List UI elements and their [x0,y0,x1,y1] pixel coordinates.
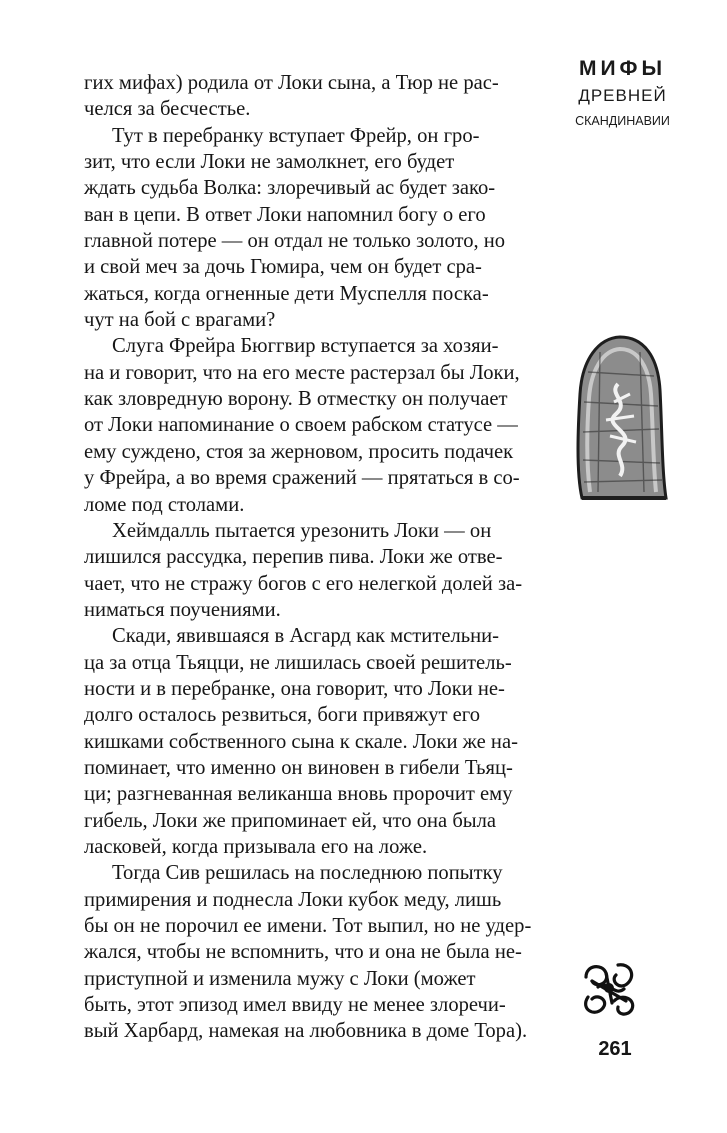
text-line: приступной и изменила мужу с Локи (может [84,967,476,990]
text-line: ван в цепи. В ответ Локи напомнил богу о его [84,203,486,226]
body-text [84,70,536,1045]
paragraph-2 [84,123,536,334]
text-line: ломе под столами. [84,493,245,516]
running-head-line3: СКАНДИНАВИИ [575,114,670,128]
text-line: Тут в перебранку вступает Фрейр, он гро- [112,124,480,147]
text-line: Хеймдалль пытается урезонить Локи — он [112,519,492,542]
text-line: долго осталось резвиться, боги привяжут его [84,704,481,727]
text-line: ности и в перебранке, она говорит, что Локи не- [84,677,505,700]
text-line: на и говорит, что на его месте растерзал бы Локи, [84,361,520,384]
text-line: Слуга Фрейра Бюггвир вступается за хозяи- [112,335,499,358]
text-line: жаться, когда огненные дети Муспелля поска- [84,282,489,305]
knotwork-ornament-icon [578,957,640,1019]
text-line: ца за отца Тьяцци, не лишилась своей решитель- [84,651,512,674]
text-line: от Локи напоминание о своем рабском статусе — [84,414,518,437]
paragraph-6 [84,860,536,1044]
text-line: вый Харбард, намекая на любовника в доме Тора). [84,1020,528,1043]
text-line: кишками собственного сына к скале. Локи же на- [84,730,518,753]
text-line: чут на бой с врагами? [84,309,276,332]
text-line: Скади, явившаяся в Асгард как мстительни- [112,625,500,648]
text-line: поминает, что именно он виновен в гибели Тьяц- [84,756,513,779]
text-line: гибель, Локи же припоминает ей, что она была [84,809,497,832]
text-line: ждать судьба Волка: злоречивый ас будет зако- [84,177,496,200]
text-line: чает, что не стражу богов с его нелегкой долей за- [84,572,523,595]
running-head-line2: ДРЕВНЕЙ [578,86,667,105]
text-line: ниматься поучениями. [84,598,281,621]
text-line: примирения и поднесла Локи кубок меду, лишь [84,888,502,911]
text-line: жался, чтобы не вспомнить, что и она не была не- [84,941,522,964]
paragraph-5 [84,623,536,860]
text-line: главной потере — он отдал не только золото, но [84,230,506,253]
text-line: лишился рассудка, перепив пива. Локи же отве- [84,546,503,569]
text-line: бы он не порочил ее имени. Тот выпил, но не удер- [84,915,532,937]
text-line: ласковей, когда призывала его на ложе. [84,835,428,858]
text-line: ци; разгневанная великанша вновь пророчит ему [84,783,513,806]
running-head [565,56,680,132]
text-line: как зловредную ворону. В отместку он получает [84,388,508,411]
paragraph-1 [84,70,536,123]
text-line: быть, этот эпизод имел ввиду не менее злоречи- [84,994,506,1017]
text-line: и свой меч за дочь Гюмира, чем он будет сра- [84,256,482,279]
runestone-illustration [570,332,670,504]
page-number: 261 [598,1038,632,1060]
paragraph-4 [84,518,536,623]
text-line: зит, что если Локи не замолкнет, его будет [84,151,455,174]
text-line: челся за бесчестье. [84,98,251,121]
running-head-line1: МИФЫ [578,57,667,80]
text-line: ему суждено, стоя за жерновом, просить подачек [84,440,514,463]
text-line: гих мифах) родила от Локи сына, а Тюр не рас- [84,72,499,94]
text-line: у Фрейра, а во время сражений — прятаться в со- [84,467,520,490]
paragraph-3 [84,333,536,517]
text-line: Тогда Сив решилась на последнюю попытку [112,862,503,885]
